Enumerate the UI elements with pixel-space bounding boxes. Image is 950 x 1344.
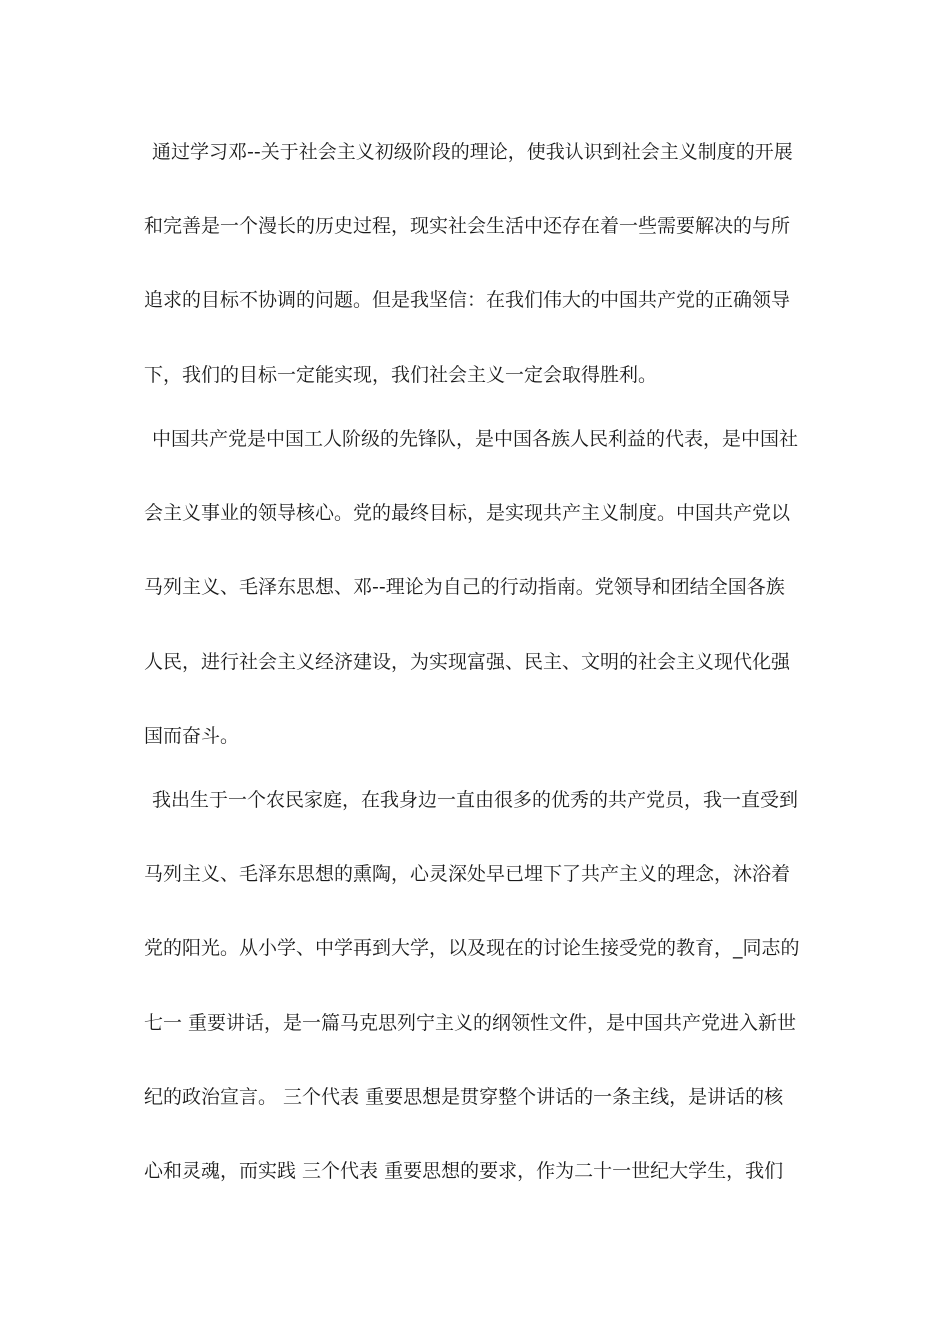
paragraph-2-line-1: 中国共产党是中国工人阶级的先锋队，是中国各族人民利益的代表，是中国社 (152, 428, 799, 450)
paragraph-3-line-1: 我出生于一个农民家庭，在我身边一直由很多的优秀的共产党员，我一直受到 (152, 789, 799, 811)
paragraph-3-line-5: 纪的政治宣言。 三个代表 重要思想是贯穿整个讲话的一条主线，是讲话的核 (144, 1086, 784, 1108)
paragraph-3-line-6: 心和灵魂，而实践 三个代表 重要思想的要求，作为二十一世纪大学生，我们 (144, 1160, 784, 1182)
paragraph-3-line-4: 七一 重要讲话，是一篇马克思列宁主义的纲领性文件，是中国共产党进入新世 (144, 1012, 797, 1034)
paragraph-2-line-3: 马列主义、毛泽东思想、邓--理论为自己的行动指南。党领导和团结全国各族 (144, 576, 785, 598)
paragraph-1-line-1: 通过学习邓--关于社会主义初级阶段的理论，使我认识到社会主义制度的开展 (152, 141, 793, 163)
paragraph-3-line-3: 党的阳光。从小学、中学再到大学，以及现在的讨论生接受党的教育，_同志的 (144, 937, 800, 959)
paragraph-2-line-2: 会主义事业的领导核心。党的最终目标，是实现共产主义制度。中国共产党以 (144, 502, 791, 524)
paragraph-3-line-2: 马列主义、毛泽东思想的熏陶，心灵深处早已埋下了共产主义的理念，沐浴着 (144, 863, 791, 885)
paragraph-2-line-4: 人民，进行社会主义经济建设，为实现富强、民主、文明的社会主义现代化强 (144, 651, 791, 673)
paragraph-1-line-3: 追求的目标不协调的问题。但是我坚信：在我们伟大的中国共产党的正确领导 (144, 289, 791, 311)
paragraph-2-line-5: 国而奋斗。 (144, 725, 240, 747)
paragraph-1-line-4: 下，我们的目标一定能实现，我们社会主义一定会取得胜利。 (144, 364, 658, 386)
paragraph-1-line-2: 和完善是一个漫长的历史过程，现实社会生活中还存在着一些需要解决的与所 (144, 215, 791, 237)
